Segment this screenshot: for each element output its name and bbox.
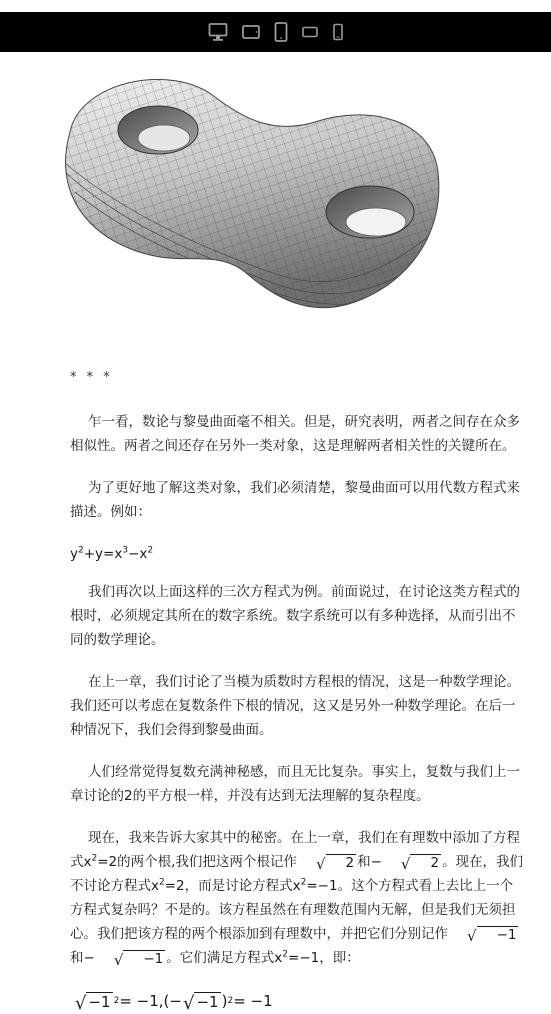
paragraph-3: 我们再次以上面这样的三次方程式为例。前面说过，在讨论这类方程式的根时，必须规定其所在的数字系统。数字系统可以有多种选择，从而引出不同的数学理论。 <box>70 584 520 648</box>
tablet-portrait-icon[interactable] <box>274 22 288 42</box>
sqrt-expression: √ −1 <box>182 992 219 1014</box>
sqrt-expression: √ −1 <box>75 992 111 1014</box>
paragraph-6: 现在，我来告诉大家其中的秘密。在上一章，我们在有理数中添加了方程式$x^2=2$的两个根,我们把这两个根记作 √ 2 和− √ 2 。现在，我们不讨论方程式$x^2=2$，而是讨论方程式$x^2=-1$。这个方程式看上去比上一个方程式复杂吗？不是的。该方程虽然在有理数范围内无解，但是我们无须担心。我们把该方程的两个根添加到有理数中，并把它们分别记作 √ −1 和− √ −1 。它们满足方程式$x^2=-1$，即： <box>70 830 524 969</box>
sqrt-expression: √ −1 <box>467 926 517 945</box>
sqrt-expression: √ −1 <box>113 950 164 969</box>
paragraph-5: 人们经常觉得复数充满神秘感，而且无比复杂。事实上，复数与我们上一章讨论的2的平方根一样，并没有达到无法理解的复杂程度。 <box>70 764 520 804</box>
paragraph-4: 在上一章，我们讨论了当模为质数时方程根的情况，这是一种数学理论。我们还可以考虑在复数条件下根的情况，这又是另外一种数学理论。在后一种情况下，我们会得到黎曼曲面。 <box>70 674 520 738</box>
cubic-equation: $y^2+y=x^3-x^2$ <box>70 545 154 562</box>
right-hole <box>326 186 414 238</box>
sqrt-expression: √ 2 <box>315 854 355 873</box>
article-body <box>52 370 524 1014</box>
desktop-icon[interactable] <box>208 22 228 42</box>
sqrt-expression: √ 2 <box>400 854 440 873</box>
phone-landscape-icon[interactable] <box>302 25 318 39</box>
device-preview-bar <box>0 12 551 52</box>
phone-portrait-icon[interactable] <box>332 23 344 41</box>
paragraph-1: 乍一看，数论与黎曼曲面毫不相关。但是，研究表明，两者之间存在众多相似性。两者之间还存在另外一类对象，这是理解两者相关性的关键所在。 <box>70 414 520 454</box>
section-separator: * * * <box>70 370 113 385</box>
genus-two-surface-image <box>40 62 460 330</box>
left-hole <box>118 106 198 154</box>
tablet-landscape-icon[interactable] <box>242 24 260 40</box>
paragraph-2: 为了更好地了解这类对象，我们必须清楚，黎曼曲面可以用代数方程式来描述。例如： <box>70 480 520 520</box>
imaginary-unit-equation: √ −1 2 = −1,(− √ −1 ) 2 = −1 <box>75 992 273 1014</box>
